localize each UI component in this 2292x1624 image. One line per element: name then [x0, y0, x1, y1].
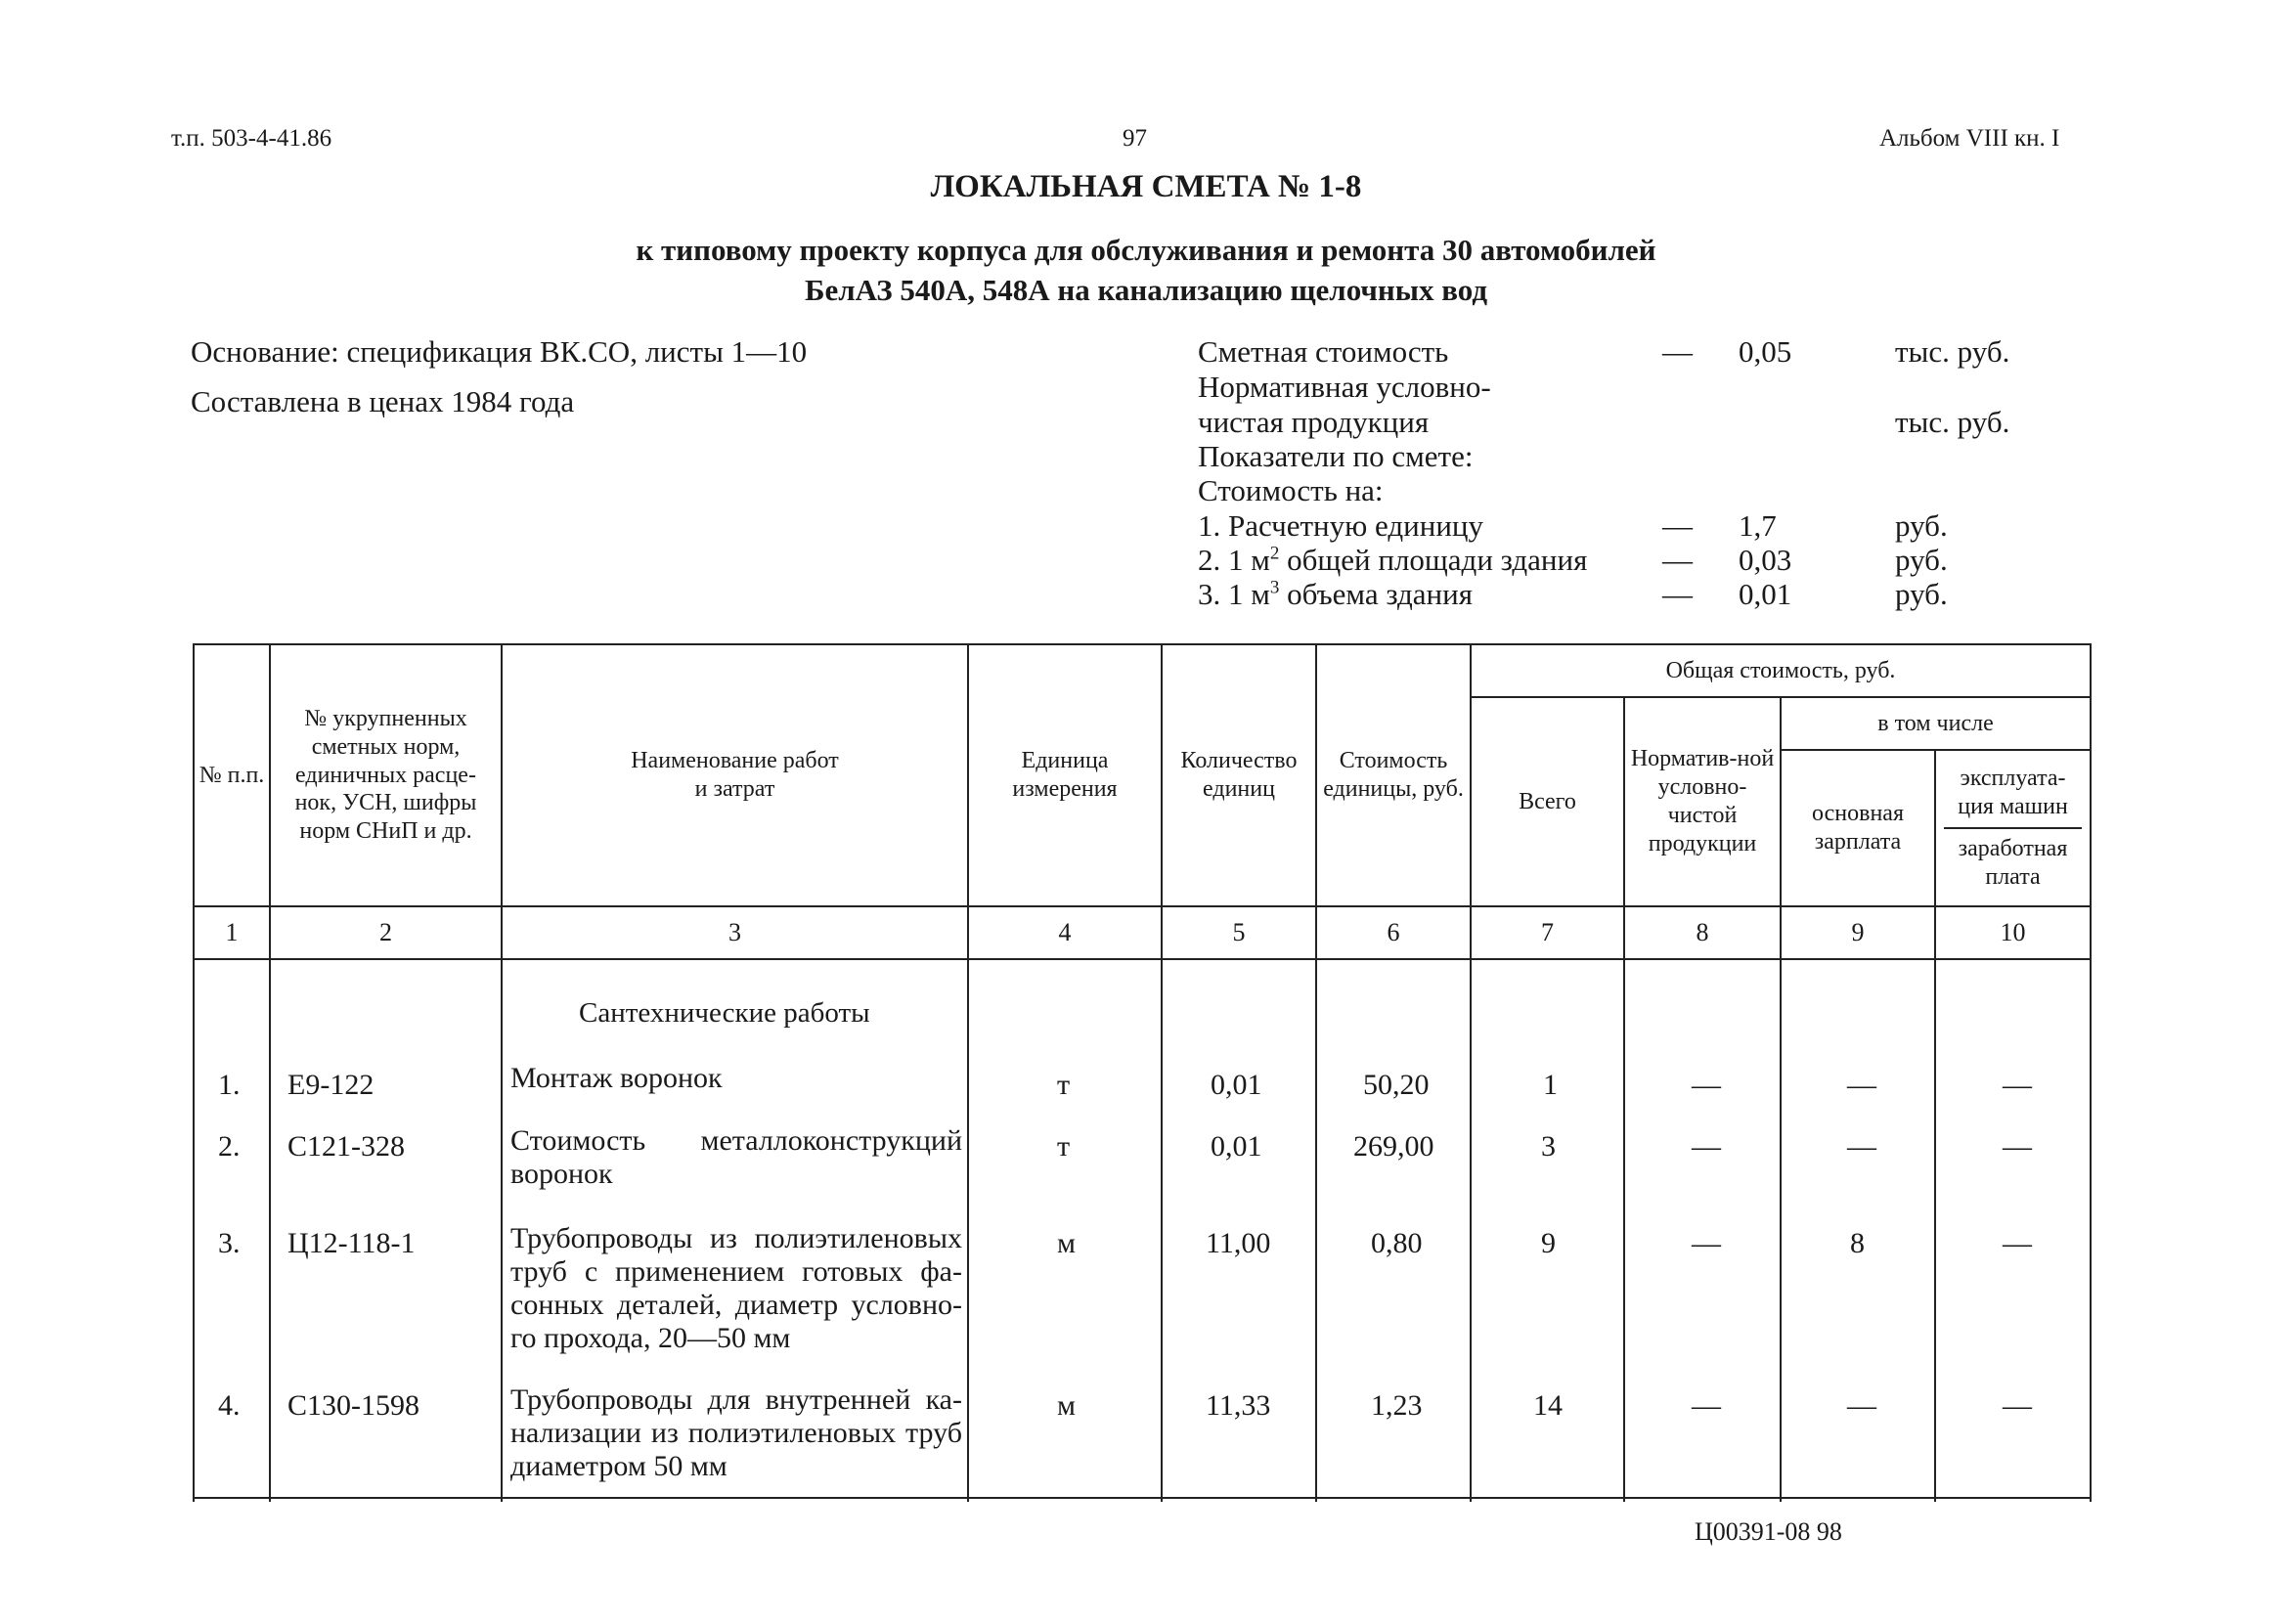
row-name: Стоимость металлоконструкций воронок	[510, 1124, 962, 1190]
album-ref: Альбом VIII кн. I	[1879, 125, 2060, 152]
indicator-2-value: 0,03	[1739, 543, 1792, 577]
row-machines: —	[2003, 1130, 2032, 1163]
section-title: Сантехнические работы	[579, 997, 870, 1029]
row-no: 4.	[218, 1389, 241, 1422]
row-code: Ц12-118-1	[287, 1227, 416, 1259]
row-name: Монтаж воронок	[510, 1062, 723, 1094]
col-header-code: № укрупненных сметных норм, единичных расце-нок, УСН, шифры норм СНиП и др.	[270, 644, 502, 906]
row-code: С121-328	[287, 1130, 405, 1163]
row-name: Трубопроводы из полиэтиленовых труб с применением готовых фа-сонных деталей, диаметр условно-го прохода, 20—50 мм	[510, 1222, 962, 1354]
col-header-unit: Единица измерения	[968, 644, 1162, 906]
row-unit: м	[1057, 1389, 1076, 1422]
col-number: 5	[1162, 906, 1316, 959]
indicator-1-unit: руб.	[1895, 508, 1948, 543]
row-qty: 11,33	[1206, 1389, 1271, 1422]
row-total: 9	[1541, 1227, 1556, 1259]
indicator-3-unit: руб.	[1895, 577, 1948, 611]
estimate-table	[193, 643, 2092, 1502]
col-header-salary: основная зарплата	[1781, 750, 1935, 906]
row-total: 1	[1543, 1069, 1558, 1101]
row-price: 1,23	[1371, 1389, 1423, 1422]
row-no: 1.	[218, 1069, 241, 1101]
table-bottom-border	[193, 1497, 2090, 1499]
prices-year-line: Составлена в ценах 1984 года	[191, 384, 575, 418]
row-unit: т	[1057, 1130, 1071, 1163]
col-number: 6	[1316, 906, 1471, 959]
page-subtitle: к типовому проекту корпуса для обслуживания и ремонта 30 автомобилей	[636, 233, 1656, 267]
row-machines: —	[2003, 1069, 2032, 1101]
indicator-2-unit: руб.	[1895, 543, 1948, 577]
normative-label-2: чистая продукция	[1198, 405, 1430, 439]
row-total: 14	[1533, 1389, 1563, 1422]
row-price: 50,20	[1363, 1069, 1430, 1101]
row-qty: 0,01	[1211, 1069, 1262, 1101]
page-number: 97	[1123, 125, 1147, 152]
page-title: ЛОКАЛЬНАЯ СМЕТА № 1-8	[930, 169, 1362, 204]
row-name: Трубопроводы для внутренней ка-нализации из полиэтиленовых труб диаметром 50 мм	[510, 1383, 962, 1482]
row-machines: —	[2003, 1227, 2032, 1259]
indicator-1-label: 1. Расчетную единицу	[1198, 508, 1484, 543]
row-unit: м	[1057, 1227, 1076, 1259]
estimated-cost-label: Сметная стоимость	[1198, 334, 1449, 369]
dash: —	[1662, 543, 1693, 577]
row-qty: 11,00	[1206, 1227, 1271, 1259]
indicator-1-value: 1,7	[1739, 508, 1777, 543]
col-header-norm: Норматив-ной условно-чистой продукции	[1624, 697, 1781, 906]
row-salary: —	[1847, 1130, 1876, 1163]
col-header-no: № п.п.	[194, 644, 270, 906]
col-number: 3	[502, 906, 968, 959]
col-number: 8	[1624, 906, 1781, 959]
col-number: 7	[1471, 906, 1624, 959]
col-number: 10	[1935, 906, 2091, 959]
footer-code: Ц00391-08 98	[1695, 1517, 1842, 1546]
page-subtitle-2: БелАЗ 540А, 548А на канализацию щелочных вод	[804, 273, 1488, 307]
cost-per-label: Стоимость на:	[1198, 473, 1384, 507]
row-machines: —	[2003, 1389, 2032, 1422]
row-code: Е9-122	[287, 1069, 375, 1101]
doc-code: т.п. 503-4-41.86	[171, 125, 332, 152]
row-salary: —	[1847, 1069, 1876, 1101]
basis-line: Основание: спецификация ВК.СО, листы 1—10	[191, 334, 808, 369]
col-header-price: Стоимость единицы, руб.	[1316, 644, 1471, 906]
col-header-machines: эксплуата-ция машин заработная плата	[1935, 750, 2091, 906]
indicator-2-label: 2. 1 $м^2$ общей площади здания	[1198, 543, 1588, 577]
dash: —	[1662, 508, 1693, 543]
col-header-name: Наименование работ и затрат	[502, 644, 968, 906]
row-norm: —	[1692, 1130, 1721, 1163]
row-price: 0,80	[1371, 1227, 1423, 1259]
row-salary: 8	[1850, 1227, 1865, 1259]
dash: —	[1662, 577, 1693, 611]
row-norm: —	[1692, 1227, 1721, 1259]
col-header-total-group: Общая стоимость, руб.	[1471, 644, 2091, 697]
row-no: 3.	[218, 1227, 241, 1259]
normative-unit: тыс. руб.	[1895, 405, 2010, 439]
col-header-including: в том числе	[1781, 697, 2091, 750]
row-total: 3	[1541, 1130, 1556, 1163]
row-unit: т	[1057, 1069, 1071, 1101]
row-code: С130-1598	[287, 1389, 419, 1422]
row-salary: —	[1847, 1389, 1876, 1422]
normative-label: Нормативная условно-	[1198, 370, 1491, 404]
col-number: 4	[968, 906, 1162, 959]
col-header-total: Всего	[1471, 697, 1624, 906]
col-header-qty: Количество единиц	[1162, 644, 1316, 906]
estimated-cost-value: 0,05	[1739, 334, 1792, 369]
indicator-3-value: 0,01	[1739, 577, 1792, 611]
col-number: 1	[194, 906, 270, 959]
row-norm: —	[1692, 1069, 1721, 1101]
row-norm: —	[1692, 1389, 1721, 1422]
col-number: 2	[270, 906, 502, 959]
indicator-3-label: 3. 1 $м^3$ объема здания	[1198, 577, 1473, 611]
col-number: 9	[1781, 906, 1935, 959]
estimated-cost-unit: тыс. руб.	[1895, 334, 2010, 369]
row-qty: 0,01	[1211, 1130, 1262, 1163]
indicators-label: Показатели по смете:	[1198, 439, 1474, 473]
dash: —	[1662, 334, 1693, 369]
row-price: 269,00	[1353, 1130, 1434, 1163]
row-no: 2.	[218, 1130, 241, 1163]
